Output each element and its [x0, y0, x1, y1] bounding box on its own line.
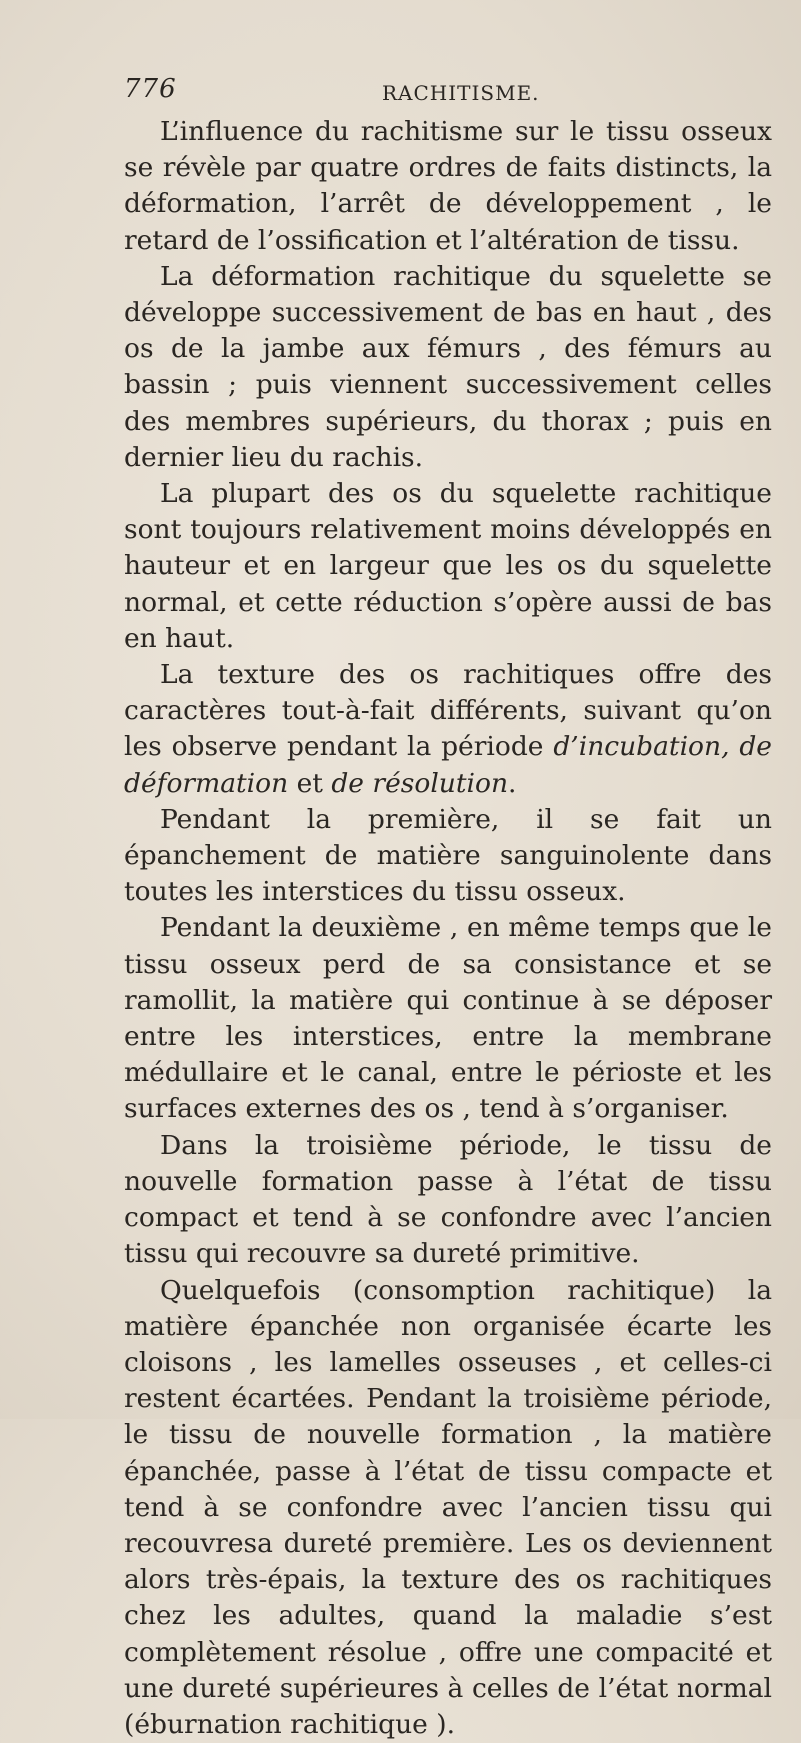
- paragraph-2: La déformation rachitique du squelette se développe successivement de bas en haut , des os de la jambe aux fémurs , des fémurs au bassin ; puis viennent successivement celles des membres supérieurs, du thorax ; puis en dernier lieu du rachis.: [124, 259, 772, 476]
- paragraph-3: La plupart des os du squelette rachitique sont toujours relativement moins développés en hauteur et en largeur que les os du squelette normal, et cette réduction s’opère aussi de bas en haut.: [124, 476, 772, 657]
- running-head: RACHITISME.: [382, 81, 540, 105]
- paragraph-4-text-middle: et: [288, 768, 331, 799]
- paragraph-6: Pendant la deuxième , en même temps que le tissu osseux perd de sa consistance et se ramollit, la matière qui continue à se déposer entre les interstices, entre la membrane médullaire et le canal, entre le périoste et les surfaces externes des os , tend à s’organiser.: [124, 910, 772, 1127]
- page-number: 776: [124, 74, 177, 104]
- paragraph-5: Pendant la première, il se fait un épanchement de matière sanguinolente dans toutes les interstices du tissu osseux.: [124, 802, 772, 911]
- paragraph-4-text-after: .: [508, 768, 516, 799]
- paragraph-4-italic-1: d’incubation, de déformation: [124, 731, 772, 798]
- paragraph-4-text-before: La texture des os rachitiques offre des caractères tout-à-fait différents, suivant qu’on les observe pendant la période: [124, 659, 772, 762]
- paragraph-7: Dans la troisième période, le tissu de nouvelle formation passe à l’état de tissu compact et tend à se confondre avec l’ancien tissu qui recouvre sa dureté primitive.: [124, 1128, 772, 1273]
- body-text: [124, 114, 772, 1743]
- page-header: [124, 74, 764, 114]
- paragraph-8: Quelquefois (consomption rachitique) la matière épanchée non organisée écarte les cloisons , les lamelles osseuses , et celles-ci restent écartées. Pendant la troisième période, le tissu de nouvelle formation , la matière épanchée, passe à l’état de tissu compacte et tend à se confondre avec l’ancien tissu qui recouvresa dureté première. Les os deviennent alors très-épais, la texture des os rachitiques chez les adultes, quand la maladie s’est complètement résolue , offre une compacité et une dureté supérieures à celles de l’état normal (éburnation rachitique ).: [124, 1273, 772, 1743]
- paragraph-1: L’influence du rachitisme sur le tissu osseux se révèle par quatre ordres de faits distincts, la déformation, l’arrêt de développement , le retard de l’ossification et l’altération de tissu.: [124, 114, 772, 259]
- paragraph-4-italic-2: de résolution: [331, 768, 508, 799]
- paragraph-4: [124, 657, 772, 802]
